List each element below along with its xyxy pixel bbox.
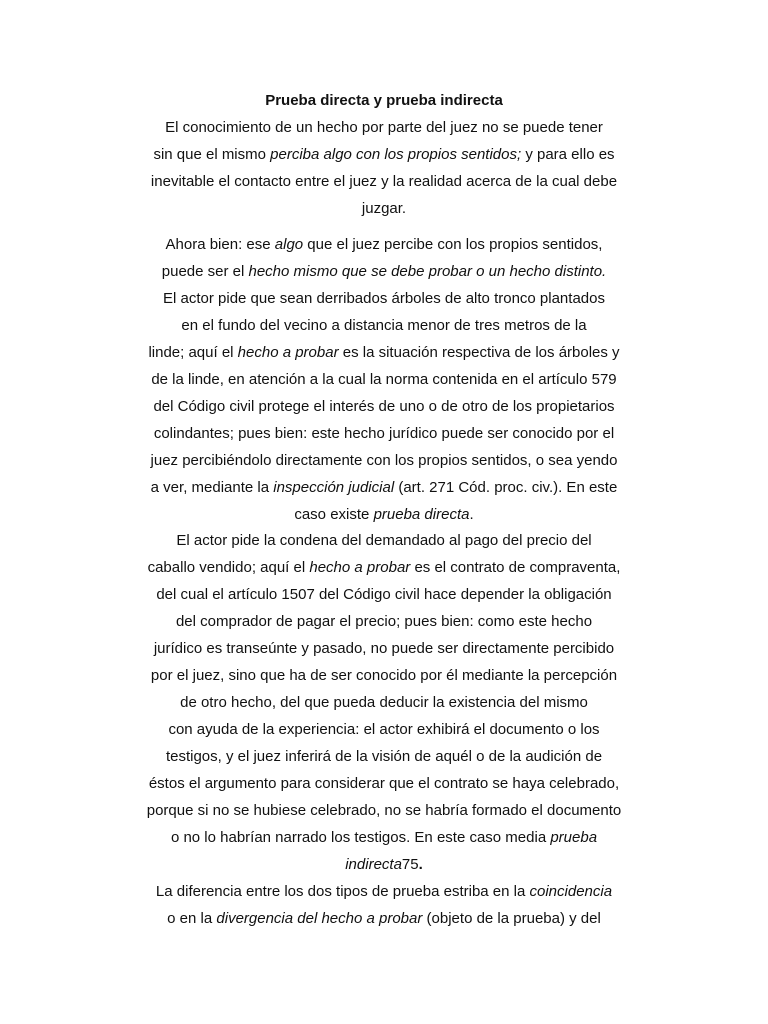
text-span: linde; aquí el bbox=[148, 344, 238, 361]
text-span: en el fundo del vecino a distancia menor de tres metros de la bbox=[181, 317, 587, 334]
text-span: o en la bbox=[167, 910, 217, 927]
text-span: caso existe bbox=[294, 506, 374, 523]
text-span: 75 bbox=[401, 856, 419, 873]
text-line bbox=[0, 531, 768, 551]
text-line bbox=[0, 370, 768, 390]
text-line bbox=[0, 747, 768, 767]
text-span: de la linde, en atención a la cual la norma contenida en el artículo 579 bbox=[151, 371, 617, 388]
italic-text: hecho a probar bbox=[309, 559, 411, 576]
text-line bbox=[0, 343, 768, 363]
text-span: inevitable el contacto entre el juez y la realidad acerca de la cual debe bbox=[150, 173, 618, 190]
text-span: caballo vendido; aquí el bbox=[147, 559, 310, 576]
text-line bbox=[0, 774, 768, 794]
text-span: sin que el mismo bbox=[153, 146, 271, 163]
text-line bbox=[0, 478, 768, 498]
text-line bbox=[0, 118, 768, 138]
text-span: por el juez, sino que ha de ser conocido por él mediante la percepción bbox=[150, 667, 618, 684]
text-line bbox=[0, 720, 768, 740]
text-span: es el contrato de compraventa, bbox=[410, 559, 621, 576]
text-span: puede ser el bbox=[161, 263, 249, 280]
text-span: jurídico es transeúnte y pasado, no puede ser directamente percibido bbox=[153, 640, 615, 657]
text-line bbox=[0, 882, 768, 902]
text-line bbox=[0, 801, 768, 821]
text-span: que el juez percibe con los propios sentidos, bbox=[303, 236, 603, 253]
text-span: o no lo habrían narrado los testigos. En este caso media bbox=[170, 829, 551, 846]
text-line bbox=[0, 828, 768, 848]
text-line bbox=[0, 262, 768, 282]
bold-text: . bbox=[418, 856, 423, 873]
italic-text: algo bbox=[274, 236, 304, 253]
text-span: éstos el argumento para considerar que el contrato se haya celebrado, bbox=[148, 775, 620, 792]
italic-text: inspección judicial bbox=[273, 479, 395, 496]
text-span: . bbox=[469, 506, 474, 523]
text-span: testigos, y el juez inferirá de la visión de aquél o de la audición de bbox=[165, 748, 603, 765]
text-span: colindantes; pues bien: este hecho jurídico puede ser conocido por el bbox=[153, 425, 615, 442]
text-span: La diferencia entre los dos tipos de prueba estriba en la bbox=[155, 883, 530, 900]
text-line bbox=[0, 424, 768, 444]
text-line bbox=[0, 235, 768, 255]
text-span: El conocimiento de un hecho por parte del juez no se puede tener bbox=[165, 119, 603, 136]
text-span: juzgar. bbox=[361, 200, 407, 217]
text-span: porque si no se hubiese celebrado, no se habría formado el documento bbox=[146, 802, 622, 819]
italic-text: indirecta bbox=[345, 856, 402, 873]
text-span: con ayuda de la experiencia: el actor exhibirá el documento o los bbox=[168, 721, 600, 738]
text-line bbox=[0, 639, 768, 659]
text-line bbox=[0, 612, 768, 632]
text-line bbox=[0, 909, 768, 929]
text-span: del cual el artículo 1507 del Código civil hace depender la obligación bbox=[156, 586, 612, 603]
text-line bbox=[0, 397, 768, 417]
italic-text: perciba algo con los propios sentidos; bbox=[270, 146, 522, 163]
italic-text: hecho a probar bbox=[237, 344, 339, 361]
text-line bbox=[0, 199, 768, 219]
text-span: del Código civil protege el interés de uno o de otro de los propietarios bbox=[153, 398, 615, 415]
text-span: (objeto de la prueba) y del bbox=[422, 910, 601, 927]
text-line bbox=[0, 505, 768, 525]
text-line bbox=[0, 172, 768, 192]
text-line bbox=[0, 316, 768, 336]
italic-text: coincidencia bbox=[529, 883, 613, 900]
text-span: juez percibiéndolo directamente con los propios sentidos, o sea yendo bbox=[150, 452, 618, 469]
italic-text: prueba directa bbox=[373, 506, 470, 523]
italic-text: hecho mismo que se debe probar o un hecho distinto. bbox=[248, 263, 607, 280]
italic-text: prueba bbox=[550, 829, 598, 846]
text-span: (art. 271 Cód. proc. civ.). En este bbox=[394, 479, 618, 496]
text-span: Ahora bien: ese bbox=[165, 236, 275, 253]
text-span: de otro hecho, del que pueda deducir la existencia del mismo bbox=[180, 694, 588, 711]
text-line bbox=[0, 855, 768, 875]
text-line bbox=[0, 451, 768, 471]
text-line bbox=[0, 693, 768, 713]
text-line bbox=[0, 289, 768, 309]
text-span: El actor pide que sean derribados árboles de alto tronco plantados bbox=[163, 290, 605, 307]
text-span: a ver, mediante la bbox=[150, 479, 274, 496]
text-line bbox=[0, 558, 768, 578]
text-line bbox=[0, 585, 768, 605]
text-line bbox=[0, 666, 768, 686]
text-span: El actor pide la condena del demandado al pago del precio del bbox=[176, 532, 592, 549]
text-span: y para ello es bbox=[521, 146, 615, 163]
page-title: Prueba directa y prueba indirecta bbox=[265, 92, 503, 109]
text-span: es la situación respectiva de los árboles y bbox=[338, 344, 620, 361]
italic-text: divergencia del hecho a probar bbox=[216, 910, 423, 927]
text-span: del comprador de pagar el precio; pues bien: como este hecho bbox=[175, 613, 593, 630]
text-line bbox=[0, 145, 768, 165]
